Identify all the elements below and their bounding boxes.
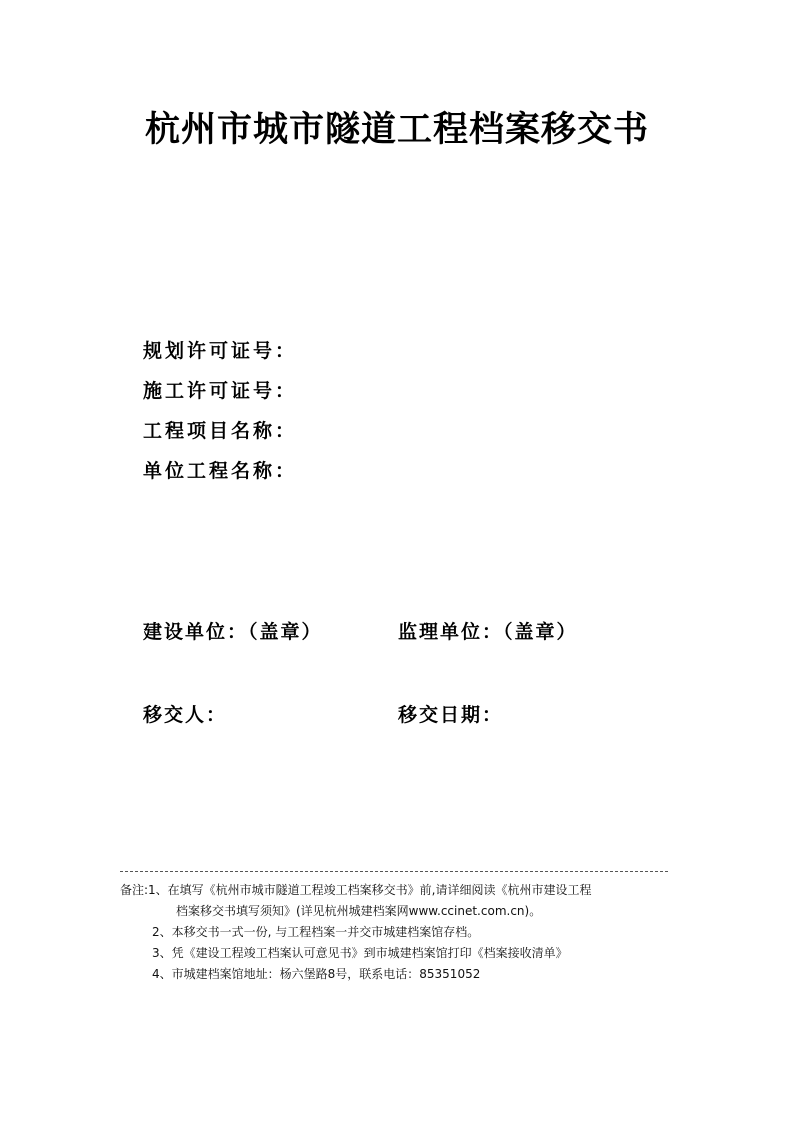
transfer-date-label: 移交日期： bbox=[398, 704, 504, 726]
transferor-label: 移交人： bbox=[143, 704, 228, 726]
note-1-line-1: 备注:1、在填写《杭州市城市隧道工程竣工档案移交书》前,请详细阅读《杭州市建设工程 bbox=[120, 883, 592, 897]
note-3: 3、凭《建设工程竣工档案认可意见书》到市城建档案馆打印《档案接收清单》 bbox=[152, 946, 568, 960]
builder-seal-label: 建设单位：（盖章） bbox=[143, 621, 323, 643]
note-4: 4、市城建档案馆地址：杨六堡路8号，联系电话：85351052 bbox=[152, 967, 481, 981]
supervisor-seal-label: 监理单位：（盖章） bbox=[398, 621, 578, 643]
planning-permit-label: 规划许可证号： bbox=[143, 340, 298, 362]
notes-divider bbox=[120, 871, 668, 872]
unit-project-name-label: 单位工程名称： bbox=[143, 460, 298, 482]
document-title: 杭州市城市隧道工程档案移交书 bbox=[144, 110, 649, 150]
project-name-label: 工程项目名称： bbox=[143, 420, 298, 442]
construction-permit-label: 施工许可证号： bbox=[143, 380, 298, 402]
note-2: 2、本移交书一式一份, 与工程档案一并交市城建档案馆存档。 bbox=[152, 925, 480, 939]
note-1-line-2: 档案移交书填写须知》(详见杭州城建档案网www.ccinet.com.cn)。 bbox=[176, 904, 542, 918]
